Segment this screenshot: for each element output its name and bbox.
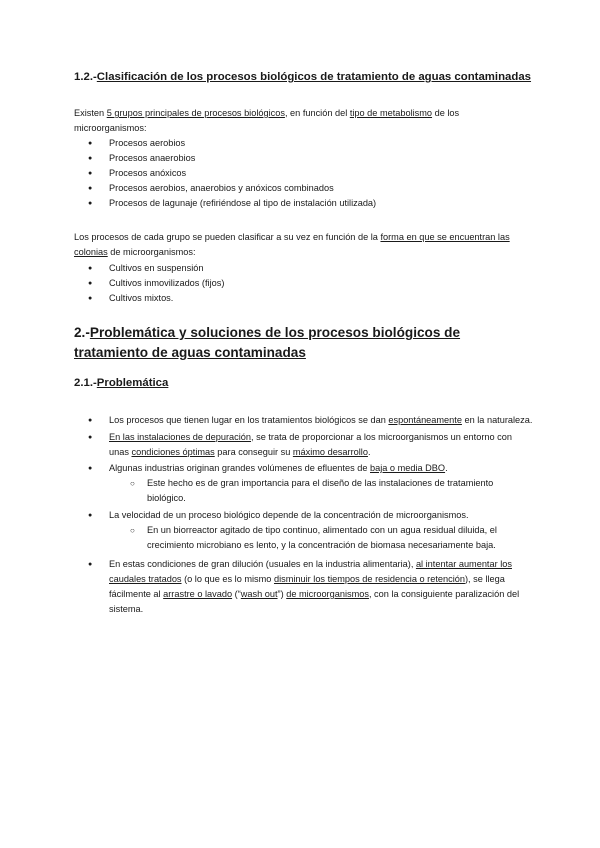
underlined-text: arrastre o lavado: [163, 589, 233, 599]
sublist-item: ○ En un biorreactor agitado de tipo continuo, alimentado con un agua residual diluida, el crecimiento microbiano es lento, y la concentración de biomasa necesariamente baja.: [74, 523, 534, 553]
list-item: [74, 557, 534, 617]
text-run: .: [445, 463, 448, 473]
list-item: ● Cultivos inmovilizados (fijos): [74, 276, 534, 291]
text-run: en la naturaleza.: [461, 415, 533, 425]
underlined-text: máximo desarrollo: [292, 447, 368, 457]
list-item: ● Cultivos en suspensión: [74, 261, 534, 276]
cultivos-intro-paragraph: [74, 230, 534, 260]
process-groups-list: [74, 136, 534, 211]
section-title: Problemática y soluciones de los procesos biológicos de tratamiento de aguas contaminadas: [74, 325, 461, 360]
text-run: de los microorganismos:: [74, 108, 460, 133]
underlined-text: de microorganismos: [286, 589, 369, 599]
text-run: Existen: [74, 108, 107, 118]
text-run: En estas condiciones de gran dilución (usuales en la industria alimentaria),: [109, 559, 416, 569]
text-run: (o lo que es lo mismo: [181, 574, 274, 584]
text-run: para conseguir su: [214, 447, 293, 457]
text-run: .: [367, 447, 371, 457]
list-item: [74, 430, 534, 460]
text-run: ”): [277, 589, 287, 599]
sublist-item: ○ Este hecho es de gran importancia para el diseño de las instalaciones de tratamiento biológico.: [74, 476, 534, 506]
text-run: Los procesos de cada grupo se pueden clasificar a su vez en función de la: [74, 232, 381, 242]
list-item: [74, 461, 534, 506]
section-2-1-heading: [74, 377, 168, 389]
section-number: 2.1.-: [74, 377, 97, 389]
list-item: [74, 508, 534, 553]
groups-intro-paragraph: [74, 106, 534, 136]
list-item: ● Procesos aerobios, anaerobios y anóxicos combinados: [74, 181, 534, 196]
underlined-text: al intentar aumentar los caudales tratados: [109, 559, 512, 584]
section-title: Problemática: [96, 377, 169, 389]
text-run: de microorganismos:: [107, 247, 196, 257]
list-item: [74, 413, 534, 428]
underlined-text: forma en que se encuentran las colonias: [74, 232, 510, 257]
section-2-heading: [74, 323, 534, 363]
underlined-text: wash out: [240, 589, 278, 599]
section-number: 2.-: [74, 325, 90, 340]
text-run: La velocidad de un proceso biológico depende de la concentración de microorganismos.: [109, 510, 469, 520]
list-item: ● Procesos anóxicos: [74, 166, 534, 181]
section-title: Clasificación de los procesos biológicos de tratamiento de aguas contaminadas: [96, 71, 532, 83]
underlined-text: disminuir los tiempos de residencia o retención: [273, 574, 465, 584]
text-run: , con la consiguiente paralización del sistema.: [109, 589, 520, 614]
text-run: , se trata de proporcionar a los microorganismos un entorno con unas: [109, 432, 512, 457]
underlined-text: 5 grupos principales de procesos biológicos: [106, 108, 285, 118]
underlined-text: En las instalaciones de depuración: [109, 432, 251, 442]
list-item: ● Procesos aerobios: [74, 136, 534, 151]
underlined-text: tipo de metabolismo: [349, 108, 433, 118]
list-item: ● Procesos de lagunaje (refiriéndose al tipo de instalación utilizada): [74, 196, 534, 211]
text-run: ), se llega fácilmente al: [109, 574, 505, 599]
section-number: 1.2.-: [74, 71, 97, 83]
text-run: Los procesos que tienen lugar en los tratamientos biológicos se dan: [109, 415, 389, 425]
problematica-list: [74, 413, 534, 617]
text-run: (“: [232, 589, 241, 599]
underlined-text: condiciones óptimas: [131, 447, 215, 457]
list-item: ● Procesos anaerobios: [74, 151, 534, 166]
sublist: [74, 523, 534, 553]
text-run: , en función del: [284, 108, 350, 118]
sublist: [74, 476, 534, 506]
section-1-2-heading: [74, 71, 531, 83]
cultivos-list: [74, 261, 534, 306]
underlined-text: baja o media DBO: [370, 463, 446, 473]
list-item: ● Cultivos mixtos.: [74, 291, 534, 306]
text-run: Algunas industrias originan grandes volúmenes de efluentes de: [109, 463, 370, 473]
underlined-text: espontáneamente: [388, 415, 462, 425]
